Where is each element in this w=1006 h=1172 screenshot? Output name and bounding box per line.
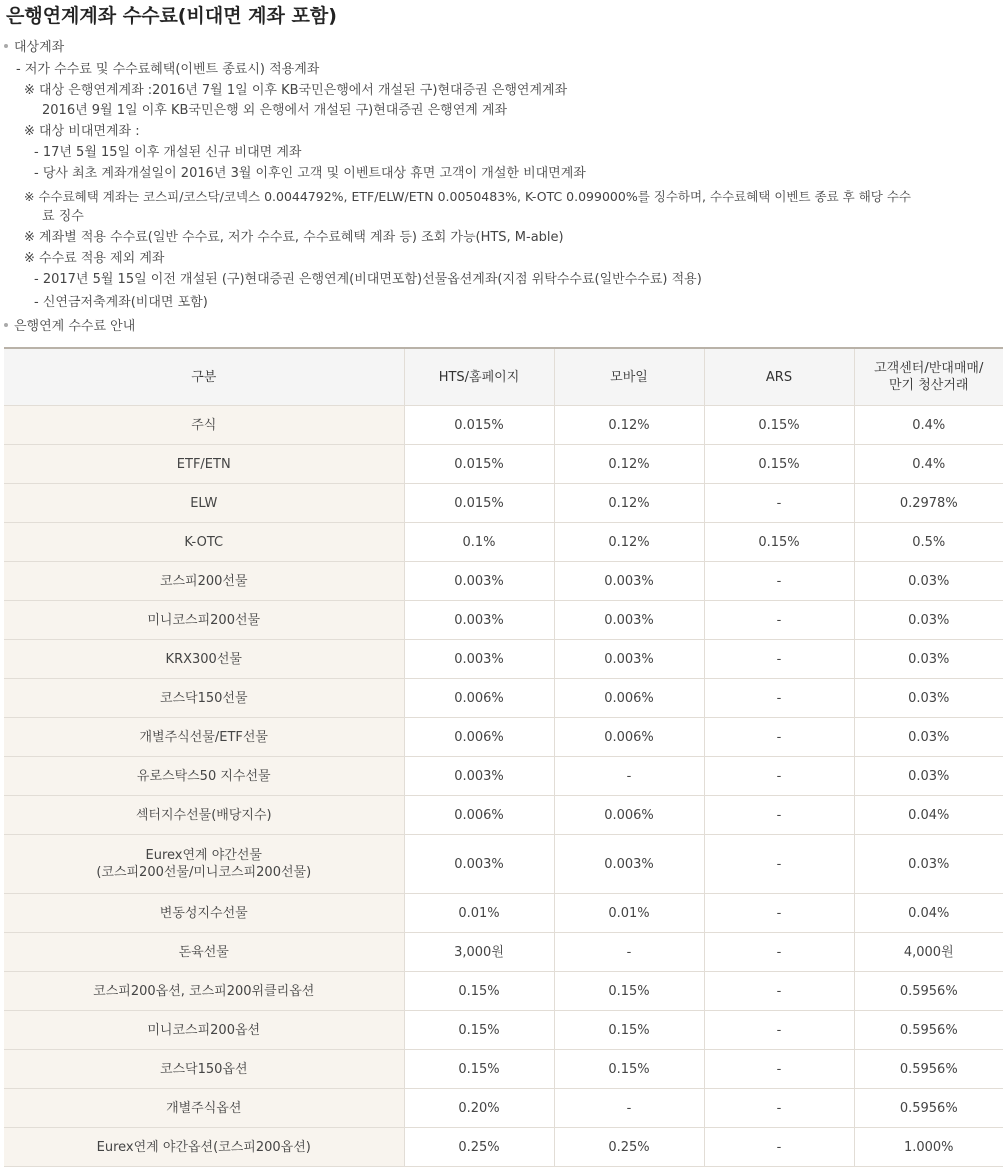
cell-mobile: 0.25% (554, 1128, 704, 1167)
table-row (4, 1011, 1003, 1050)
cell-center: 0.5956% (854, 1011, 1003, 1050)
cell-ars: - (704, 1089, 854, 1128)
cell-hts: 0.006% (404, 796, 554, 835)
cell-ars: 0.15% (704, 523, 854, 562)
note-target-bank-2: 2016년 9월 1일 이후 KB국민은행 외 은행에서 개설된 구)현대증권 은행연계 계좌 (42, 103, 508, 118)
cell-mobile: 0.006% (554, 718, 704, 757)
cell-ars: - (704, 1128, 854, 1167)
row-category: 코스피200선물 (4, 562, 404, 601)
table-row (4, 894, 1003, 933)
header-customer-center: 고객센터/반대매매/ 만기 청산거래 (854, 348, 1003, 406)
page-title: 은행연계계좌 수수료(비대면 계좌 포함) (6, 5, 337, 27)
note-remote-1: - 17년 5월 15일 이후 개설된 신규 비대면 계좌 (34, 145, 302, 160)
cell-center: 0.03% (854, 601, 1003, 640)
cell-hts: 0.003% (404, 562, 554, 601)
cell-hts: 0.15% (404, 1011, 554, 1050)
cell-hts: 0.015% (404, 406, 554, 445)
cell-hts: 0.15% (404, 972, 554, 1011)
header-ars: ARS (704, 348, 854, 406)
note-inquiry: ※ 계좌별 적용 수수료(일반 수수료, 저가 수수료, 수수료혜택 계좌 등) 조회 가능(HTS, M-able) (24, 230, 564, 245)
cell-center: 0.5956% (854, 1050, 1003, 1089)
row-category: KRX300선물 (4, 640, 404, 679)
cell-mobile: 0.12% (554, 484, 704, 523)
cell-mobile: 0.006% (554, 796, 704, 835)
table-row (4, 1050, 1003, 1089)
cell-center: 0.2978% (854, 484, 1003, 523)
note-excluded: ※ 수수료 적용 제외 계좌 (24, 251, 165, 266)
cell-ars: - (704, 601, 854, 640)
table-header-row (4, 348, 1003, 406)
cell-mobile: - (554, 757, 704, 796)
cell-mobile: 0.12% (554, 445, 704, 484)
cell-ars: - (704, 679, 854, 718)
cell-ars: 0.15% (704, 406, 854, 445)
section-heading-target-accounts: 대상계좌 (4, 38, 64, 58)
table-row (4, 718, 1003, 757)
cell-mobile: - (554, 1089, 704, 1128)
table-row (4, 445, 1003, 484)
cell-mobile: 0.003% (554, 835, 704, 894)
cell-mobile: 0.003% (554, 640, 704, 679)
cell-ars: - (704, 933, 854, 972)
cell-ars: - (704, 835, 854, 894)
cell-hts: 0.003% (404, 640, 554, 679)
row-category: 돈육선물 (4, 933, 404, 972)
note-remote-2: - 당사 최초 계좌개설일이 2016년 3월 이후인 고객 및 이벤트대상 휴면 고객이 개설한 비대면계좌 (34, 166, 586, 181)
cell-hts: 0.25% (404, 1128, 554, 1167)
cell-ars: - (704, 894, 854, 933)
cell-hts: 0.01% (404, 894, 554, 933)
note-excluded-2: - 신연금저축계좌(비대면 포함) (34, 295, 208, 310)
cell-hts: 0.006% (404, 679, 554, 718)
cell-hts: 0.006% (404, 718, 554, 757)
cell-hts: 0.015% (404, 484, 554, 523)
cell-center: 0.4% (854, 445, 1003, 484)
row-category: 개별주식옵션 (4, 1089, 404, 1128)
table-row (4, 1089, 1003, 1128)
cell-center: 0.04% (854, 796, 1003, 835)
table-row (4, 601, 1003, 640)
cell-hts: 0.1% (404, 523, 554, 562)
table-row (4, 640, 1003, 679)
cell-mobile: - (554, 933, 704, 972)
cell-mobile: 0.15% (554, 972, 704, 1011)
cell-ars: - (704, 757, 854, 796)
note-benefit-2: 료 징수 (42, 209, 84, 224)
table-row (4, 523, 1003, 562)
note-target-bank-1: ※ 대상 은행연계계좌 :2016년 7월 1일 이후 KB국민은행에서 개설된 구)현대증권 은행연계계좌 (24, 83, 568, 98)
row-category: 주식 (4, 406, 404, 445)
table-row (4, 835, 1003, 894)
fee-table (4, 347, 1003, 1167)
row-category: 변동성지수선물 (4, 894, 404, 933)
cell-center: 4,000원 (854, 933, 1003, 972)
cell-mobile: 0.01% (554, 894, 704, 933)
cell-ars: - (704, 718, 854, 757)
cell-mobile: 0.006% (554, 679, 704, 718)
cell-mobile: 0.003% (554, 601, 704, 640)
cell-center: 0.03% (854, 640, 1003, 679)
table-row (4, 484, 1003, 523)
bullet-icon (4, 323, 8, 327)
cell-mobile: 0.12% (554, 523, 704, 562)
cell-hts: 0.20% (404, 1089, 554, 1128)
cell-mobile: 0.15% (554, 1011, 704, 1050)
table-row (4, 972, 1003, 1011)
cell-center: 0.03% (854, 679, 1003, 718)
row-category: 미니코스피200선물 (4, 601, 404, 640)
cell-ars: 0.15% (704, 445, 854, 484)
cell-ars: - (704, 1050, 854, 1089)
cell-hts: 3,000원 (404, 933, 554, 972)
table-row (4, 406, 1003, 445)
cell-hts: 0.15% (404, 1050, 554, 1089)
cell-hts: 0.003% (404, 601, 554, 640)
cell-ars: - (704, 562, 854, 601)
cell-center: 0.5% (854, 523, 1003, 562)
cell-hts: 0.003% (404, 835, 554, 894)
row-category: 코스닥150옵션 (4, 1050, 404, 1089)
row-category: 섹터지수선물(배당지수) (4, 796, 404, 835)
row-category: Eurex연계 야간선물 (코스피200선물/미니코스피200선물) (4, 835, 404, 894)
header-mobile: 모바일 (554, 348, 704, 406)
cell-center: 0.5956% (854, 1089, 1003, 1128)
cell-mobile: 0.15% (554, 1050, 704, 1089)
cell-center: 0.03% (854, 562, 1003, 601)
table-row (4, 562, 1003, 601)
row-category: 미니코스피200옵션 (4, 1011, 404, 1050)
table-row (4, 679, 1003, 718)
cell-ars: - (704, 640, 854, 679)
row-category: 코스피200옵션, 코스피200위클리옵션 (4, 972, 404, 1011)
cell-center: 0.03% (854, 718, 1003, 757)
row-category: K-OTC (4, 523, 404, 562)
row-category: 유로스탁스50 지수선물 (4, 757, 404, 796)
note-benefit-1: ※ 수수료혜택 계좌는 코스피/코스닥/코넥스 0.0044792%, ETF/ELW/ETN 0.0050483%, K-OTC 0.099000%를 징수하며, 수수료혜택 이벤트 종료 후 해당 수수 (24, 189, 911, 204)
cell-center: 0.5956% (854, 972, 1003, 1011)
section-heading-fee-guide: 은행연계 수수료 안내 (4, 317, 135, 337)
cell-ars: - (704, 972, 854, 1011)
table-row (4, 757, 1003, 796)
table-row (4, 796, 1003, 835)
cell-mobile: 0.003% (554, 562, 704, 601)
row-category: ELW (4, 484, 404, 523)
note-low-fee: - 저가 수수료 및 수수료혜택(이벤트 종료시) 적용계좌 (16, 62, 320, 77)
cell-center: 0.03% (854, 757, 1003, 796)
cell-hts: 0.015% (404, 445, 554, 484)
header-category: 구분 (4, 348, 404, 406)
table-row (4, 1128, 1003, 1167)
row-category: 코스닥150선물 (4, 679, 404, 718)
header-hts: HTS/홈페이지 (404, 348, 554, 406)
cell-mobile: 0.12% (554, 406, 704, 445)
row-category: Eurex연계 야간옵션(코스피200옵션) (4, 1128, 404, 1167)
cell-ars: - (704, 484, 854, 523)
row-category: ETF/ETN (4, 445, 404, 484)
cell-ars: - (704, 796, 854, 835)
cell-center: 0.03% (854, 835, 1003, 894)
row-category: 개별주식선물/ETF선물 (4, 718, 404, 757)
bullet-icon (4, 44, 8, 48)
note-excluded-1: - 2017년 5월 15일 이전 개설된 (구)현대증권 은행연계(비대면포함)선물옵션계좌(지점 위탁수수료(일반수수료) 적용) (34, 272, 702, 287)
cell-center: 0.4% (854, 406, 1003, 445)
cell-center: 1.000% (854, 1128, 1003, 1167)
table-row (4, 933, 1003, 972)
cell-center: 0.04% (854, 894, 1003, 933)
cell-ars: - (704, 1011, 854, 1050)
note-target-remote: ※ 대상 비대면계좌 : (24, 124, 140, 139)
cell-hts: 0.003% (404, 757, 554, 796)
